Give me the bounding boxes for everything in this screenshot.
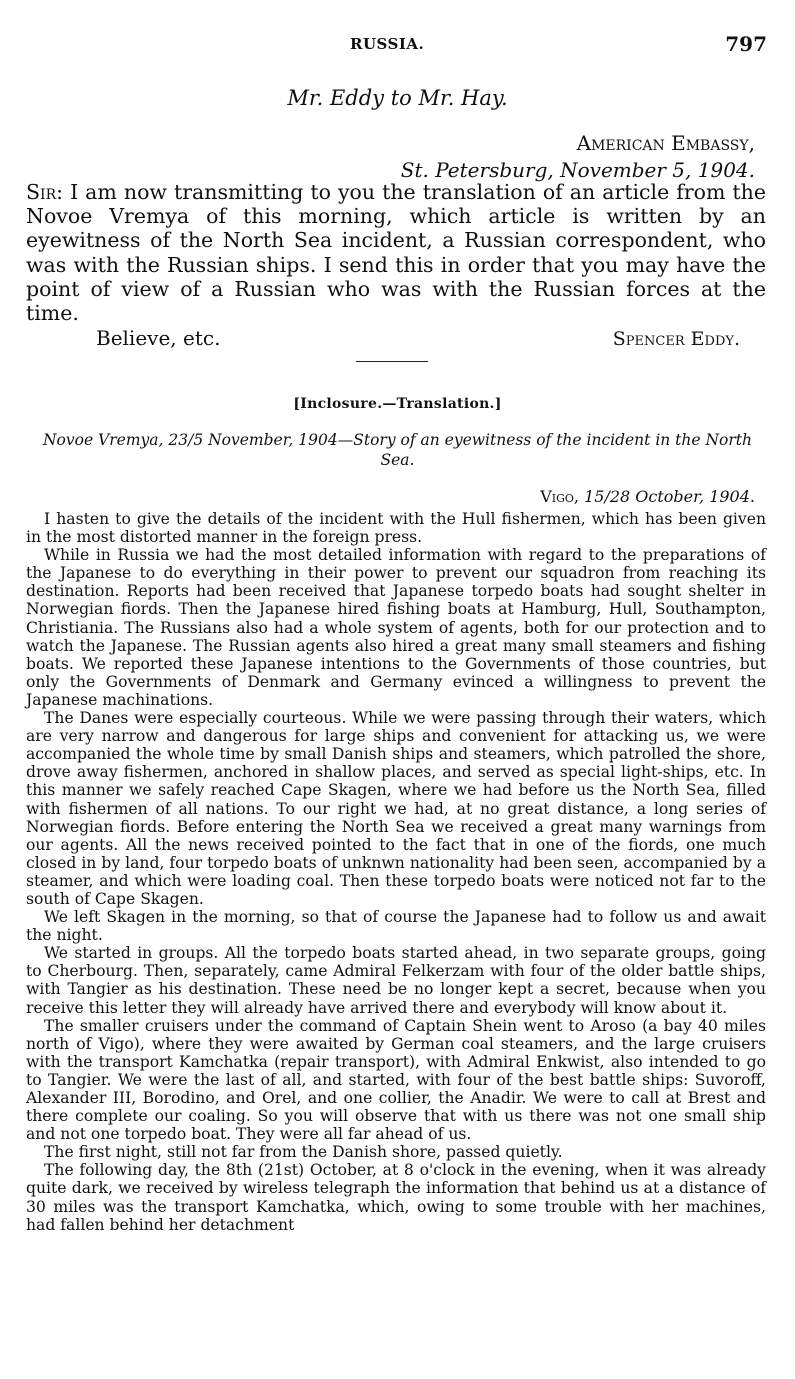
section-divider [356,361,428,362]
dateline-date: 15/28 October, 1904. [584,487,755,506]
paragraph: We started in groups. All the torpedo boats started ahead, in two separate groups, going to Cherbourg. Then, separately, came Admiral Felkerzam with four of the older battle ships, with Tangier as his destination. These need be no longer kept a secret, because when you receive this letter they will already have arrived there and everybody will know about it. [26,944,766,1017]
article-body [26,510,766,1234]
paragraph: While in Russia we had the most detailed information with regard to the preparations of the Japanese to do everything in their power to prevent our squadron from reaching its destination. Reports had been received that Japanese torpedo boats had sought shelter in Norwegian fiords. Then the Japanese hired fishing boats at Hamburg, Hull, Southampton, Christiania. The Russians also had a whole system of agents, both for our protection and to watch the Japanese. The Russian agents also hired a great many small steamers and fishing boats. We reported these Japanese intentions to the Governments of those countries, but only the Governments of Denmark and Germany evinced a willingness to prevent the Japanese machinations. [26,546,766,709]
signature: Spencer Eddy. [612,328,740,350]
letter-body [26,180,766,325]
paragraph: The following day, the 8th (21st) October, at 8 o'clock in the evening, when it was already quite dark, we received by wireless telegraph the information that behind us at a distance of 30 miles was the transport Kamchatka, which, owing to some trouble with her machines, had fallen behind her detachment [26,1161,766,1234]
place-date: St. Petersburg, November 5, 1904. [400,158,755,182]
paragraph: The Danes were especially courteous. While we were passing through their waters, which are very narrow and dangerous for large ships and convenient for attacking us, we were accompanied the whole time by small Danish ships and steamers, which patrolled the shore, drove away fishermen, anchored in shallow places, and served as special light-ships, etc. In this manner we safely reached Cape Skagen, where we had before us the North Sea, filled with fishermen of all nations. To our right we had, at no great distance, a long series of Norwegian fiords. Before entering the North Sea we received a great many warnings from our agents. All the news received pointed to the fact that in one of the fiords, one much closed in by land, four torpedo boats of unknwn nationality had been seen, accompanied by a steamer, and which were loading coal. Then these torpedo boats were noticed not far to the south of Cape Skagen. [26,709,766,908]
dateline [540,487,755,506]
paragraph: I hasten to give the details of the incident with the Hull fishermen, which has been given in the most distorted manner in the foreign press. [26,510,766,547]
page-header [0,32,795,62]
dateline-place: Vigo, [540,487,579,506]
sender-block [335,130,755,184]
inclosure-subtitle: Novoe Vremya, 23/5 November, 1904—Story of an eyewitness of the incident in the North Sea. [42,431,753,469]
paragraph: The first night, still not far from the Danish shore, passed quietly. [44,1143,563,1162]
closing: Believe, etc. [96,326,221,350]
salutation: Sir: [26,180,64,204]
paragraph: The smaller cruisers under the command of Captain Shein went to Aroso (a bay 40 miles north of Vigo), where they were awaited by German coal steamers, and the large cruisers with the transport Kamchatka (repair transport), with Admiral Enkwist, also intended to go to Tangier. We were the last of all, and started, with four of the best battle ships: Suvoroff, Alexander III, Borodino, and Orel, and one collier, the Anadir. We were to call at Brest and there complete our coaling. So you will observe that with us there was not one small ship and not one torpedo boat. They were all far ahead of us. [26,1016,766,1144]
letter-text: I am now transmitting to you the translation of an article from the Novoe Vremya of this morning, which article is written by an eyewitness of the North Sea incident, a Russian correspondent, who was with the Russian ships. I send this in order that you may have the point of view of a Russian who was with the Russian forces at the time. [26,180,766,326]
letter-title: Mr. Eddy to Mr. Hay. [287,86,508,110]
page-number: 797 [725,32,767,56]
paragraph: We left Skagen in the morning, so that of course the Japanese had to follow us and await the night. [26,908,766,945]
inclosure-label: [Inclosure.—Translation.] [293,396,502,412]
running-head: RUSSIA. [350,35,425,53]
sender-name: American Embassy, [576,131,755,155]
